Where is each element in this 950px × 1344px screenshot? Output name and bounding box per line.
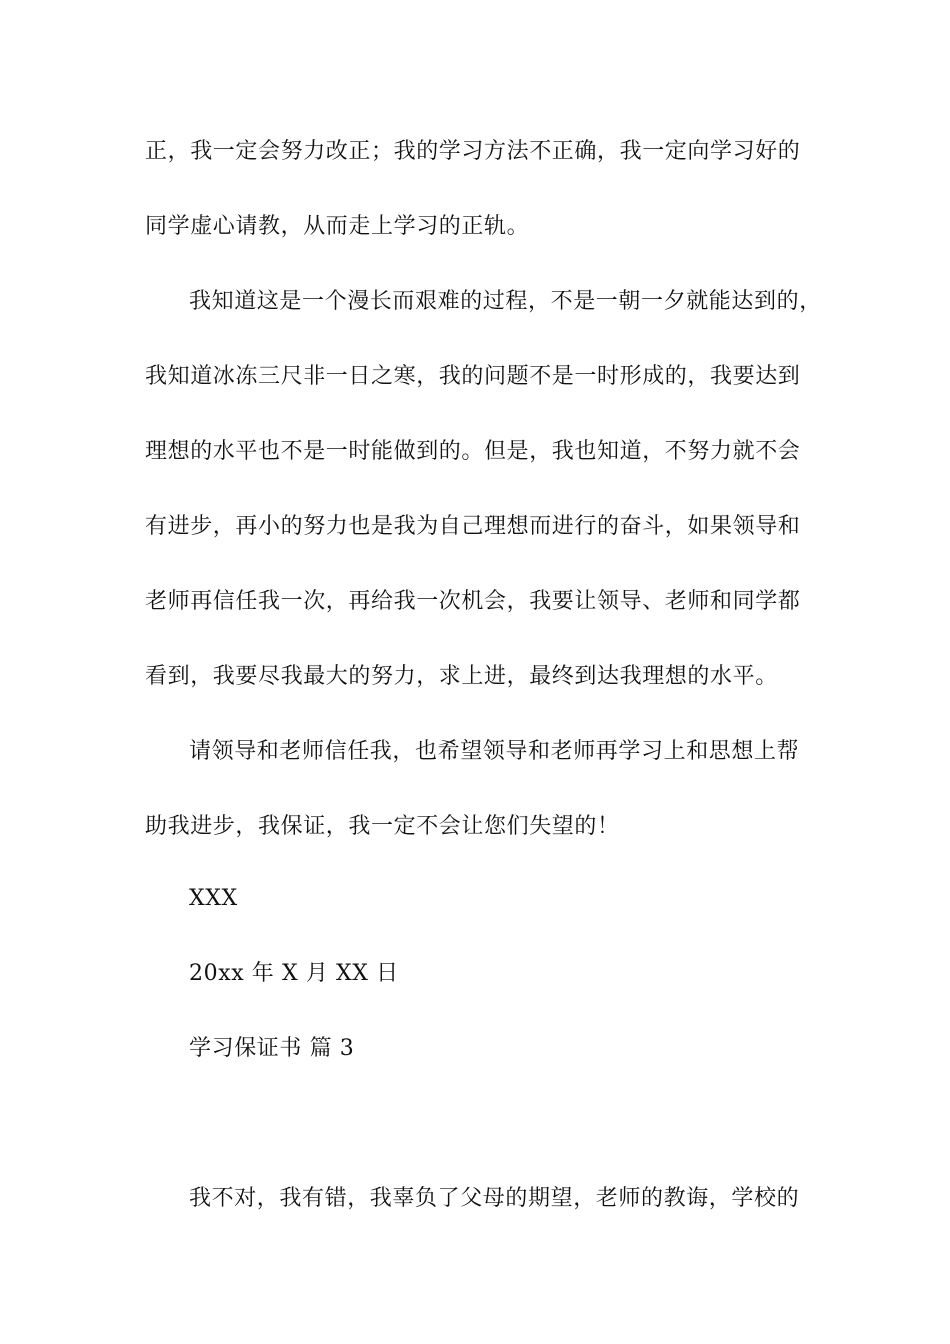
- text-line: 我知道冰冻三尺非一日之寒，我的问题不是一时形成的，我要达到: [145, 364, 801, 389]
- text-line: 同学虚心请教，从而走上学习的正轨。: [145, 214, 530, 239]
- text-line: 有进步，再小的努力也是我为自己理想而进行的奋斗，如果领导和: [145, 514, 801, 539]
- signature-date: 20xx 年 X 月 XX 日: [189, 961, 399, 986]
- text-line: 老师再信任我一次，再给我一次机会，我要让领导、老师和同学都: [145, 589, 801, 614]
- paragraph-start-line: 我知道这是一个漫长而艰难的过程，不是一朝一夕就能达到的，: [189, 289, 822, 314]
- text-line: 看到，我要尽我最大的努力，求上进，最终到达我理想的水平。: [145, 664, 778, 689]
- text-line: 助我进步，我保证，我一定不会让您们失望的！: [145, 814, 620, 839]
- paragraph-start-line: 请领导和老师信任我，也希望领导和老师再学习上和思想上帮: [189, 739, 800, 764]
- paragraph-start-line: 我不对，我有错，我辜负了父母的期望，老师的教诲，学校的: [189, 1186, 800, 1211]
- section-heading: 学习保证书 篇 3: [189, 1036, 355, 1061]
- signature-name: XXX: [189, 886, 238, 911]
- text-line: 理想的水平也不是一时能做到的。但是，我也知道，不努力就不会: [145, 439, 801, 464]
- text-line: 正，我一定会努力改正；我的学习方法不正确，我一定向学习好的: [145, 139, 801, 164]
